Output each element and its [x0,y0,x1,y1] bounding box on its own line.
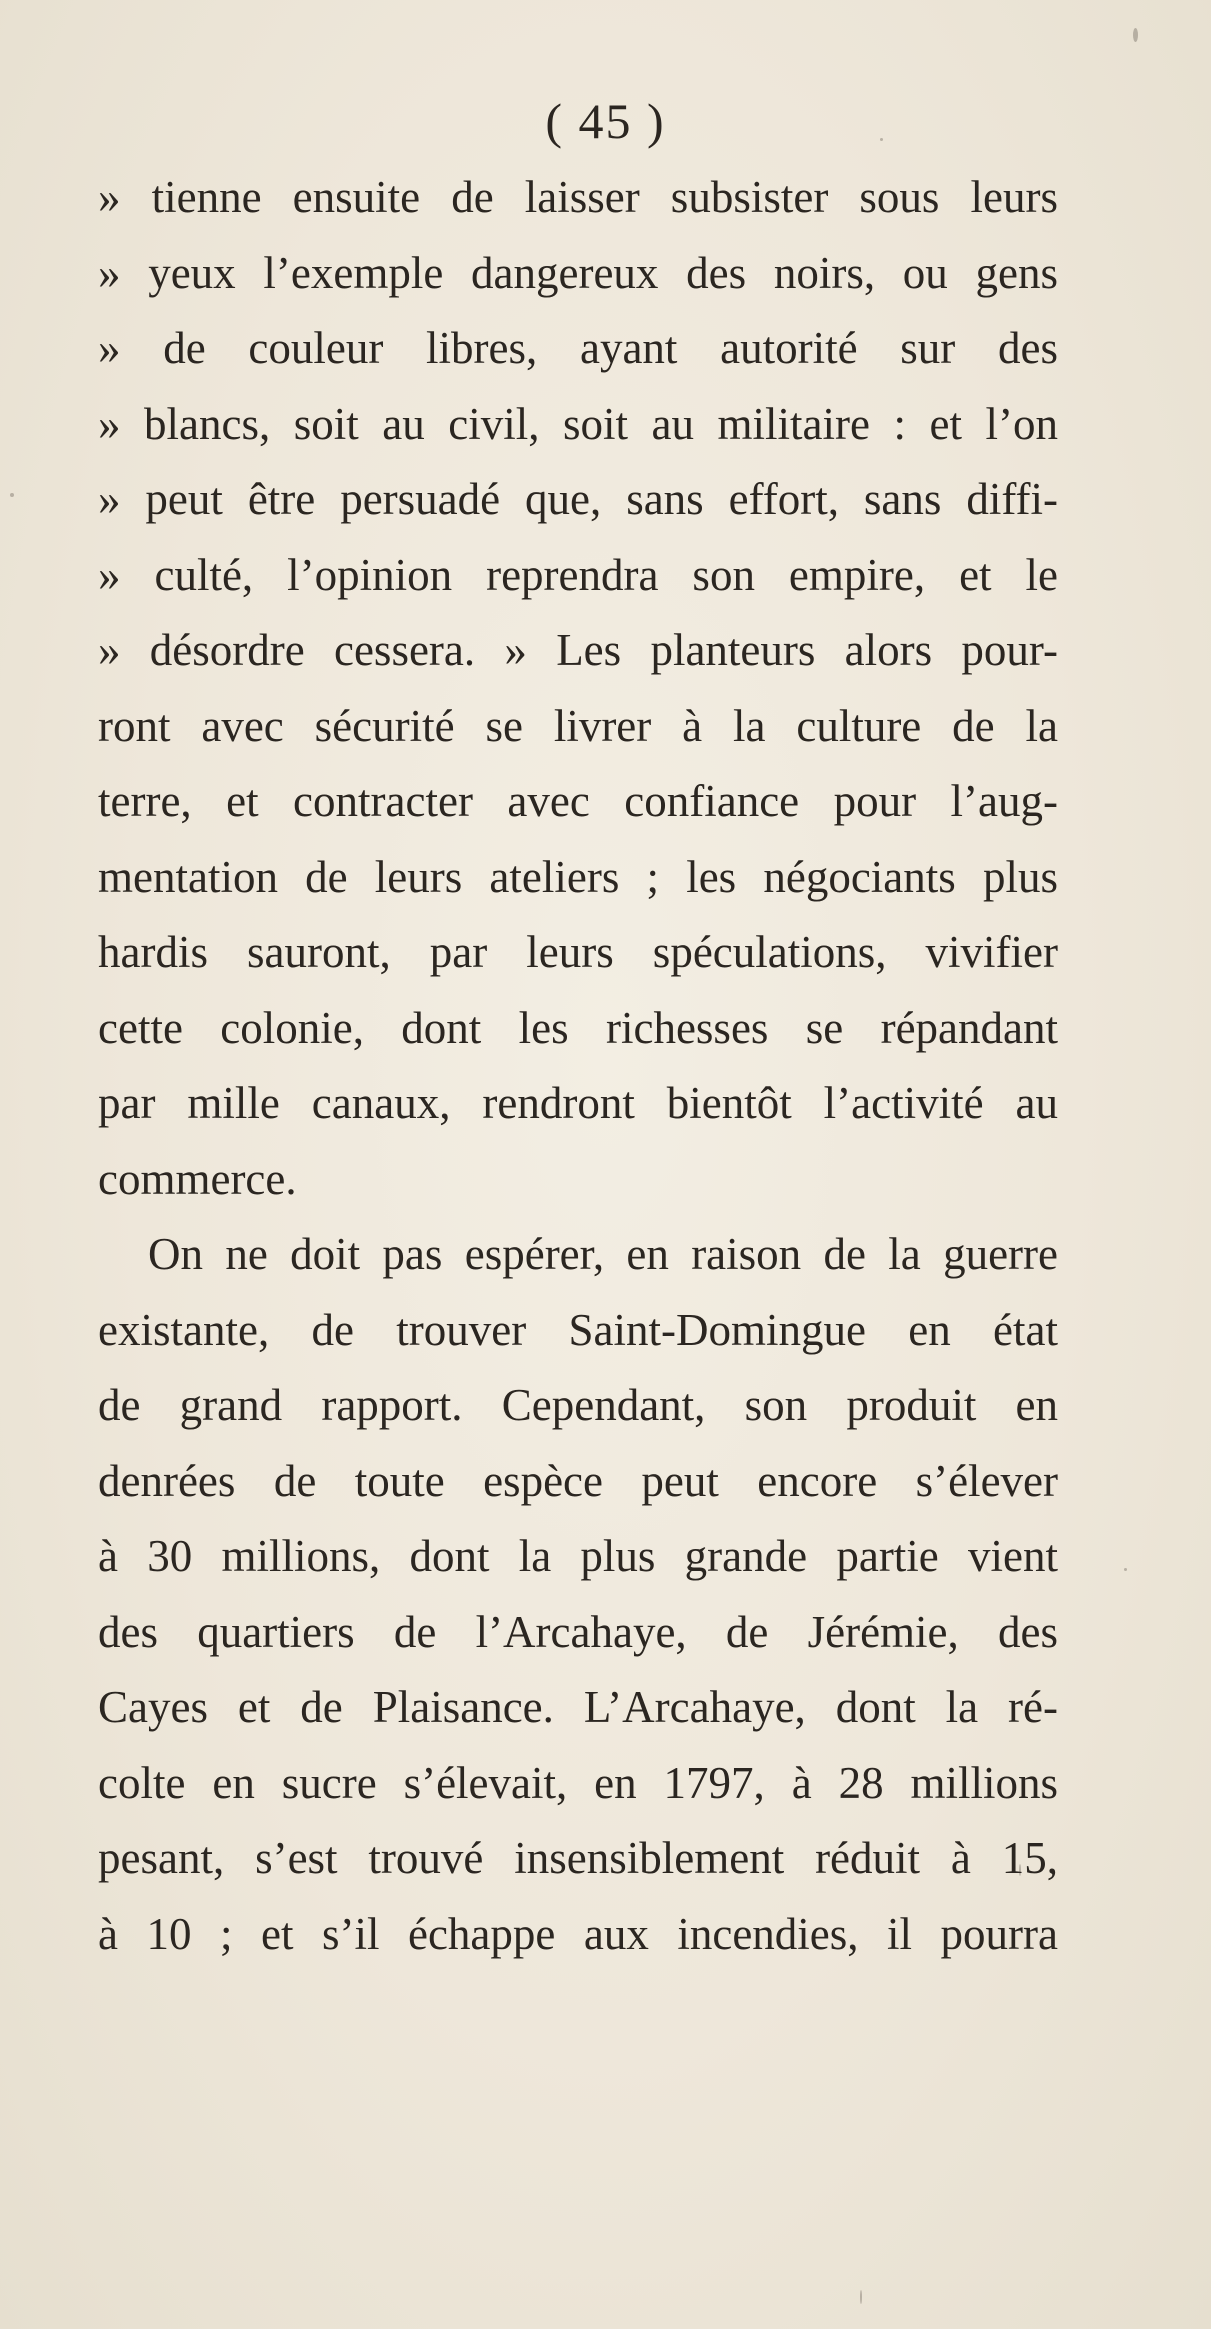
text-line: cette colonie, dont les richesses se répandant [98,1002,1058,1053]
text-line: à 30 millions, dont la plus grande partie vient [98,1531,1058,1581]
text-line: » culté, l’opinion reprendra son empire, et le [98,549,1058,600]
paper-speck [860,2290,862,2304]
text-line: à 10 ; et s’il échappe aux incendies, il pourra [98,1908,1058,1959]
text-line: pesant, s’est trouvé insensiblement réduit à 15, [98,1833,1058,1883]
text-line: existante, de trouver Saint-Domingue en état [98,1304,1058,1355]
text-line: par mille canaux, rendront bientôt l’activité au [98,1078,1058,1128]
text-line: » désordre cessera. » Les planteurs alors pour- [98,625,1058,675]
text-line: commerce. [98,1153,297,1204]
text-line: hardis sauront, par leurs spéculations, vivifier [98,927,1058,977]
text-line: des quartiers de l’Arcahaye, de Jérémie, des [98,1606,1058,1657]
paper-speck [1124,1568,1127,1571]
text-line: » blancs, soit au civil, soit au militaire : et l’on [98,398,1058,449]
page-number: ( 45 ) [545,93,666,149]
text-line: denrées de toute espèce peut encore s’élever [98,1455,1058,1506]
text-line: ront avec sécurité se livrer à la culture de la [98,700,1058,751]
text-line: Cayes et de Plaisance. L’Arcahaye, dont la ré- [98,1682,1058,1732]
text-line: mentation de leurs ateliers ; les négociants plus [98,851,1058,902]
text-line: colte en sucre s’élevait, en 1797, à 28 millions [98,1757,1058,1808]
paper-speck [1133,28,1138,42]
text-line: terre, et contracter avec confiance pour l’aug- [98,776,1058,826]
text-line: » yeux l’exemple dangereux des noirs, ou gens [98,247,1058,298]
text-line: de grand rapport. Cependant, son produit en [98,1380,1058,1430]
text-line: » de couleur libres, ayant autorité sur des [98,323,1058,373]
text-line: » peut être persuadé que, sans effort, sans diffi- [98,474,1058,524]
paper-speck [10,493,14,497]
paragraph-start-line: On ne doit pas espérer, en raison de la guerre [148,1229,1058,1279]
body-text [98,160,1058,1972]
text-line: » tienne ensuite de laisser subsister sous leurs [98,172,1058,222]
